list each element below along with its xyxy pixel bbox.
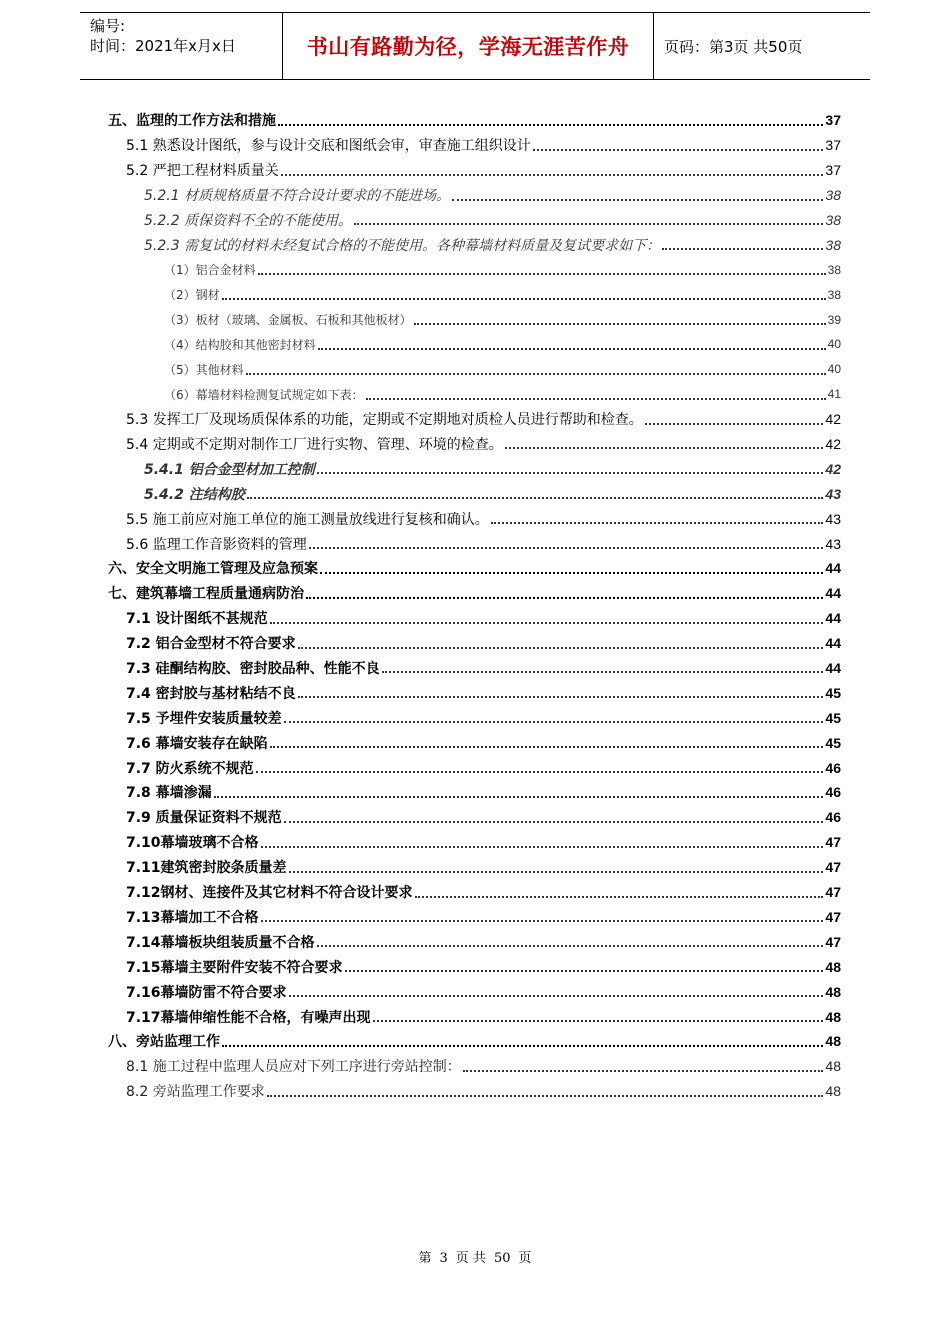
- toc-entry[interactable]: [108, 880, 841, 905]
- toc-dot-leader: [278, 124, 823, 126]
- toc-entry-title: （6）幕墙材料检测复试规定如下表：: [164, 387, 364, 402]
- document-date: 时间：2021年x月x日: [90, 37, 236, 55]
- toc-entry[interactable]: [108, 357, 841, 382]
- toc-entry-page: 46: [825, 784, 841, 801]
- toc-entry-page: 47: [825, 834, 841, 851]
- toc-entry-page: 48: [825, 958, 841, 975]
- toc-entry[interactable]: [108, 332, 841, 357]
- toc-entry-page: 46: [825, 759, 841, 776]
- toc-entry[interactable]: [108, 407, 841, 432]
- toc-entry-title: 7.8 幕墙渗漏: [126, 785, 212, 802]
- toc-entry[interactable]: [108, 1054, 841, 1079]
- toc-entry-title: 七、建筑幕墙工程质量通病防治: [108, 586, 304, 603]
- toc-entry-page: 44: [825, 560, 841, 577]
- header-meta: [80, 13, 282, 79]
- toc-entry-title: 7.11建筑密封胶条质量差: [126, 860, 287, 877]
- toc-entry-title: 7.5 予埋件安装质量较差: [126, 710, 282, 727]
- toc-entry-page: 47: [825, 884, 841, 901]
- toc-entry-title: 7.17幕墙伸缩性能不合格，有噪声出现: [126, 1009, 371, 1026]
- toc-entry-page: 42: [825, 460, 841, 477]
- footer-prefix: 第: [418, 1251, 432, 1266]
- toc-dot-leader: [463, 1070, 824, 1072]
- toc-entry[interactable]: [108, 282, 841, 307]
- toc-entry-title: 7.9 质量保证资料不规范: [126, 810, 282, 827]
- toc-entry-title: 5.2.3 需复试的材料未经复试合格的不能使用。各种幕墙材料质量及复试要求如下：: [144, 237, 661, 254]
- toc-dot-leader: [366, 398, 826, 400]
- toc-dot-leader: [267, 1095, 824, 1097]
- toc-dot-leader: [270, 746, 824, 748]
- toc-entry[interactable]: [108, 855, 841, 880]
- toc-entry-page: 38: [825, 187, 841, 204]
- toc-entry[interactable]: [108, 755, 841, 780]
- toc-dot-leader: [317, 945, 824, 947]
- toc-entry-title: 5.2 严把工程材料质量关: [126, 163, 279, 180]
- toc-entry-page: 45: [825, 734, 841, 751]
- toc-entry-title: 7.10幕墙玻璃不合格: [126, 835, 259, 852]
- toc-entry[interactable]: [108, 680, 841, 705]
- toc-entry-title: （3）板材（玻璃、金属板、石板和其他板材）: [164, 313, 412, 328]
- toc-dot-leader: [258, 273, 826, 275]
- toc-dot-leader: [298, 696, 824, 698]
- toc-dot-leader: [256, 771, 824, 773]
- toc-dot-leader: [281, 174, 824, 176]
- toc-entry-page: 48: [825, 1058, 841, 1075]
- footer-current-page: 3: [439, 1251, 448, 1266]
- toc-entry-title: 5.4.1 铝合金型材加工控制: [144, 461, 315, 478]
- toc-entry-title: 五、监理的工作方法和措施: [108, 113, 276, 130]
- toc-entry-title: 7.14幕墙板块组装质量不合格: [126, 934, 315, 951]
- table-of-contents: [108, 108, 841, 1104]
- toc-entry[interactable]: [108, 730, 841, 755]
- toc-entry[interactable]: [108, 307, 841, 332]
- toc-entry-page: 39: [827, 312, 841, 327]
- toc-entry-title: 8.1 施工过程中监理人员应对下列工序进行旁站控制：: [126, 1059, 461, 1076]
- document-number-label: 编号:: [90, 17, 126, 35]
- toc-dot-leader: [373, 1020, 824, 1022]
- page-footer: [0, 1247, 950, 1266]
- toc-entry[interactable]: [108, 581, 841, 606]
- toc-dot-leader: [345, 970, 824, 972]
- footer-total-pages: 50: [493, 1251, 511, 1266]
- toc-entry-title: 8.2 旁站监理工作要求: [126, 1084, 265, 1101]
- toc-entry-title: 7.16幕墙防雷不符合要求: [126, 984, 287, 1001]
- toc-entry[interactable]: [108, 481, 841, 506]
- toc-entry-page: 38: [827, 262, 841, 277]
- toc-dot-leader: [318, 348, 826, 350]
- toc-entry-title: （1）铝合金材料: [164, 263, 256, 278]
- toc-dot-leader: [222, 298, 826, 300]
- footer-mid: 页 共: [455, 1251, 486, 1266]
- toc-dot-leader: [452, 199, 823, 201]
- toc-entry[interactable]: [108, 1029, 841, 1054]
- toc-entry-page: 43: [825, 485, 841, 502]
- toc-dot-leader: [354, 223, 823, 225]
- toc-dot-leader: [505, 447, 824, 449]
- toc-entry[interactable]: [108, 606, 841, 631]
- toc-dot-leader: [284, 721, 824, 723]
- toc-entry[interactable]: [108, 382, 841, 407]
- toc-entry-title: 7.15幕墙主要附件安装不符合要求: [126, 959, 343, 976]
- toc-dot-leader: [261, 846, 824, 848]
- toc-entry-title: （4）结构胶和其他密封材料: [164, 337, 316, 352]
- toc-entry[interactable]: [108, 805, 841, 830]
- toc-dot-leader: [298, 647, 824, 649]
- toc-entry[interactable]: [108, 631, 841, 656]
- toc-entry-page: 46: [825, 809, 841, 826]
- toc-entry[interactable]: [108, 830, 841, 855]
- toc-entry-page: 48: [825, 1033, 841, 1050]
- toc-entry-title: 八、旁站监理工作: [108, 1034, 220, 1051]
- toc-entry[interactable]: [108, 257, 841, 282]
- toc-entry[interactable]: [108, 531, 841, 556]
- toc-entry-page: 42: [825, 411, 841, 428]
- toc-dot-leader: [414, 323, 826, 325]
- toc-entry[interactable]: [108, 1004, 841, 1029]
- toc-entry-page: 37: [825, 137, 841, 154]
- toc-entry-page: 48: [825, 1008, 841, 1025]
- header-page-info: 页码：第3页 共50页: [664, 37, 803, 56]
- toc-entry-page: 44: [825, 660, 841, 677]
- toc-entry-title: 5.3 发挥工厂及现场质保体系的功能，定期或不定期地对质检人员进行帮助和检查。: [126, 412, 643, 429]
- toc-entry-page: 43: [825, 510, 841, 527]
- toc-dot-leader: [306, 597, 823, 599]
- toc-entry-page: 44: [825, 585, 841, 602]
- toc-entry[interactable]: [108, 705, 841, 730]
- toc-entry-title: 5.2.1 材质规格质量不符合设计要求的不能进场。: [144, 188, 451, 205]
- toc-dot-leader: [247, 497, 824, 499]
- toc-entry-page: 42: [825, 436, 841, 453]
- toc-entry[interactable]: [108, 432, 841, 457]
- toc-entry[interactable]: [108, 1079, 841, 1104]
- toc-entry-title: 5.2.2 质保资料不全的不能使用。: [144, 213, 353, 229]
- toc-dot-leader: [662, 248, 823, 250]
- toc-entry[interactable]: [108, 208, 841, 233]
- toc-entry-page: 38: [825, 212, 841, 228]
- toc-dot-leader: [491, 522, 824, 524]
- toc-entry-page: 47: [825, 859, 841, 876]
- toc-entry-title: 7.2 铝合金型材不符合要求: [126, 636, 296, 653]
- toc-entry-page: 45: [825, 709, 841, 726]
- toc-entry-page: 40: [827, 362, 841, 377]
- toc-entry-title: （2）钢材: [164, 288, 220, 303]
- toc-entry[interactable]: [108, 158, 841, 183]
- toc-entry[interactable]: [108, 456, 841, 481]
- toc-entry-title: 7.1 设计图纸不甚规范: [126, 611, 268, 628]
- toc-dot-leader: [222, 1045, 823, 1047]
- toc-entry[interactable]: [108, 979, 841, 1004]
- toc-entry[interactable]: [108, 954, 841, 979]
- toc-dot-leader: [645, 423, 824, 425]
- toc-entry-page: 38: [825, 236, 841, 253]
- toc-entry[interactable]: [108, 905, 841, 930]
- toc-entry[interactable]: [108, 929, 841, 954]
- toc-entry[interactable]: [108, 506, 841, 531]
- toc-dot-leader: [320, 572, 823, 574]
- toc-entry-title: 7.6 幕墙安装存在缺陷: [126, 735, 268, 752]
- toc-dot-leader: [415, 896, 824, 898]
- toc-dot-leader: [246, 373, 826, 375]
- toc-dot-leader: [261, 920, 824, 922]
- page-header: [80, 12, 870, 80]
- toc-dot-leader: [284, 821, 824, 823]
- toc-dot-leader: [317, 472, 824, 474]
- toc-entry-page: 37: [825, 112, 841, 129]
- toc-entry[interactable]: [108, 656, 841, 681]
- toc-entry-page: 44: [825, 635, 841, 652]
- toc-entry-page: 37: [825, 162, 841, 179]
- toc-entry-title: 7.13幕墙加工不合格: [126, 909, 259, 926]
- toc-entry[interactable]: [108, 108, 841, 133]
- toc-entry[interactable]: [108, 232, 841, 257]
- toc-entry-title: 7.3 硅酮结构胶、密封胶品种、性能不良: [126, 661, 380, 678]
- toc-dot-leader: [214, 796, 824, 798]
- header-motto: 书山有路勤为径，学海无涯苦作舟: [282, 13, 654, 79]
- toc-dot-leader: [533, 149, 824, 151]
- toc-entry-page: 41: [827, 387, 841, 402]
- toc-dot-leader: [382, 671, 824, 673]
- toc-entry-page: 48: [825, 1083, 841, 1100]
- toc-entry-page: 45: [825, 684, 841, 701]
- toc-entry-page: 38: [827, 287, 841, 302]
- toc-entry[interactable]: [108, 780, 841, 805]
- toc-entry-page: 47: [825, 908, 841, 925]
- toc-entry[interactable]: [108, 133, 841, 158]
- toc-entry-page: 43: [825, 535, 841, 552]
- toc-entry-page: 48: [825, 983, 841, 1000]
- footer-suffix: 页: [518, 1251, 532, 1266]
- toc-entry-title: 5.5 施工前应对施工单位的施工测量放线进行复核和确认。: [126, 511, 489, 528]
- toc-entry[interactable]: [108, 183, 841, 208]
- toc-entry-page: 47: [825, 933, 841, 950]
- toc-dot-leader: [309, 547, 824, 549]
- toc-entry-title: 7.4 密封胶与基材粘结不良: [126, 685, 296, 702]
- toc-entry-title: （5）其他材料: [164, 362, 244, 377]
- toc-entry-title: 5.6 监理工作音影资料的管理: [126, 536, 307, 553]
- toc-dot-leader: [270, 622, 824, 624]
- toc-entry-title: 7.12钢材、连接件及其它材料不符合设计要求: [126, 885, 413, 902]
- toc-entry-title: 5.4.2 注结构胶: [144, 486, 245, 503]
- toc-dot-leader: [289, 995, 824, 997]
- toc-entry-title: 5.1 熟悉设计图纸，参与设计交底和图纸会审，审查施工组织设计: [126, 138, 531, 155]
- toc-dot-leader: [289, 871, 824, 873]
- toc-entry-title: 六、安全文明施工管理及应急预案: [108, 561, 318, 578]
- toc-entry[interactable]: [108, 556, 841, 581]
- toc-entry-page: 44: [825, 610, 841, 627]
- toc-entry-page: 40: [827, 337, 841, 352]
- toc-entry-title: 5.4 定期或不定期对制作工厂进行实物、管理、环境的检查。: [126, 437, 503, 454]
- toc-entry-title: 7.7 防火系统不规范: [126, 760, 254, 777]
